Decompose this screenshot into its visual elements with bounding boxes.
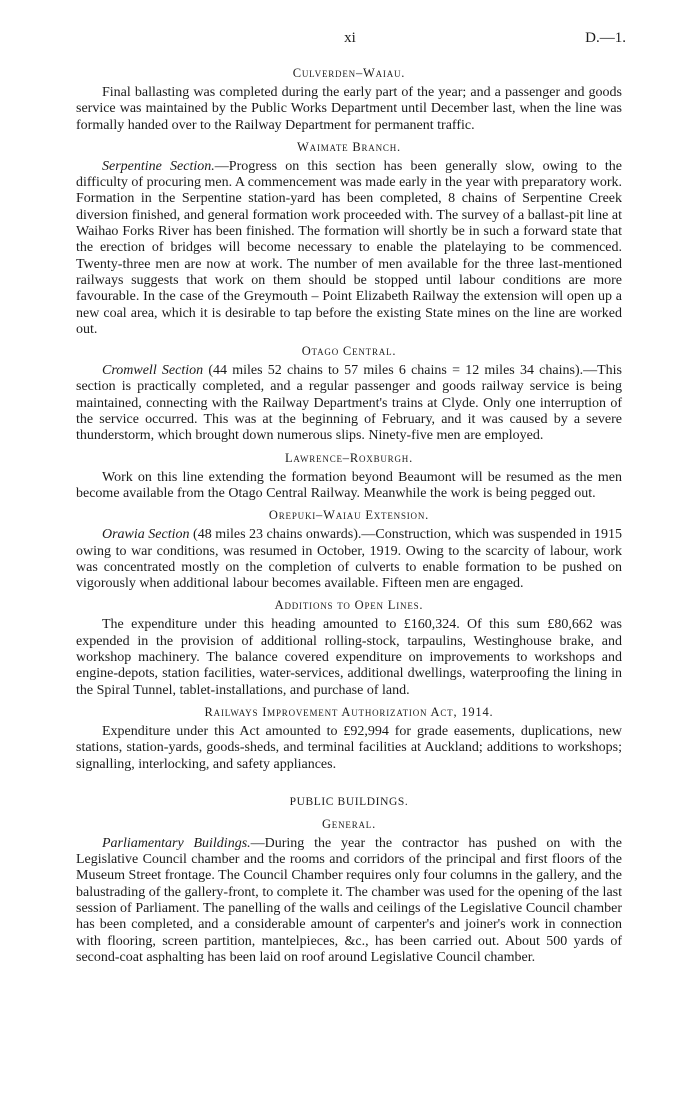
page-body [76, 60, 622, 970]
paragraph [76, 85, 622, 134]
paragraph-text: Final ballasting was completed during the early part of the year; and a passenger and goods service was maintained by the Public Works Department until December last, when the line was formally handed over to the Railway Department for permanent traffic. [76, 85, 622, 133]
section-railways-improvement-act [76, 704, 622, 773]
paragraph-lead: Serpentine Section. [102, 158, 215, 174]
section-spacer [76, 777, 622, 789]
section-heading: Culverden–Waiau. [292, 66, 406, 80]
paragraph-text: (44 miles 52 chains to 57 miles 6 chains = 12 miles 34 chains).—This section is practically completed, and a regular passenger and goods railway service is being maintained, connecting with the Railway Department's trains at Clyde. Only one interruption of the service occurred. This was at the beginning of February, and it was caused by a severe thunderstorm, which brought down numerous slips. Ninety-five men are employed. [76, 363, 622, 444]
section-additions-open-lines [76, 597, 622, 698]
document-reference: D.—1. [585, 30, 626, 46]
paragraph [76, 527, 622, 592]
paragraph-lead: Parliamentary Buildings. [102, 835, 251, 851]
paragraph-text: Work on this line extending the formation beyond Beaumont will be resumed as the men become available from the Otago Central Railway. Meanwhile the work is being pegged out. [76, 469, 622, 501]
section-heading: General. [321, 816, 377, 831]
section-waimate-branch [76, 139, 622, 338]
paragraph [76, 470, 622, 503]
section-orepuki-waiau [76, 507, 622, 592]
paragraph-lead: Cromwell Section [102, 363, 204, 379]
paragraph [76, 363, 622, 444]
section-heading: Additions to Open Lines. [274, 598, 424, 613]
paragraph-text: The expenditure under this heading amounted to £160,324. Of this sum £80,662 was expended in the provision of additional rolling-stock, tarpaulins, Westinghouse brake, and workshop machinery. The balance covered expenditure on improvements to workshops and engine-depots, station facilities, water-services, additional dwellings, waterproofing the lining in the Spiral Tunnel, tablet-installations, and purchase of land. [76, 617, 622, 698]
major-heading: PUBLIC BUILDINGS. [289, 795, 409, 808]
paragraph-text: Expenditure under this Act amounted to £92,994 for grade easements, duplications, new stations, station-yards, goods-sheds, and terminal facilities at Auckland; additions to workshops; signalling, interlocking, and safety appliances. [76, 723, 622, 772]
section-heading: Orepuki–Waiau Extension. [268, 508, 430, 523]
page-number: xi [344, 30, 356, 46]
section-public-buildings [76, 794, 622, 966]
paragraph-text: (48 miles 23 chains onwards).—Construction, which was suspended in 1915 owing to war conditions, was resumed in October, 1919. Owing to the scarcity of labour, work was concentrated mostly on the completion of culverts to enable formation to be pushed on vigorously when additional labour becomes available. Fifteen men are engaged. [76, 527, 623, 592]
section-culverden-waiau [76, 65, 622, 134]
paragraph [76, 836, 622, 966]
paragraph-lead: Orawia Section [102, 527, 190, 543]
section-heading: Otago Central. [301, 344, 397, 359]
paragraph [76, 617, 622, 698]
paragraph [76, 724, 622, 773]
section-otago-central [76, 343, 622, 444]
page-header [0, 30, 700, 52]
paragraph-text: —During the year the contractor has pushed on with the Legislative Council chamber and the rooms and corridors of the principal and first floors of the Museum Street frontage. The Council Chamber requires only four columns in the gallery, and the balustrading of the gallery-front, to complete it. The chamber was used for the opening of the last session of Parliament. The panelling of the walls and ceilings of the Legislative Council chamber has been completed, and a considerable amount of carpenter's and joiner's work in connection with flooring, screen partition, mantelpieces, &c., has been carried out. About 500 yards of second-coat asphalting has been laid on roof around Legislative Council chamber. [76, 835, 622, 965]
section-heading: Waimate Branch. [297, 139, 401, 154]
paragraph-text: —Progress on this section has been generally slow, owing to the difficulty of procuring men. A commencement was made early in the year with preparatory work. Formation in the Serpentine station-yard has been completed, 8 chains of Serpentine Creek diversion finished, and general formation work proceeded with. The survey of a ballast-pit line at Waihao Forks River has been finished. The formation will shortly be in such a forward state that the erection of bridges will become necessary to enable the platelaying to be commenced. Twenty-three men are now at work. The number of men available for the three last-mentioned railways suggests that work on them should be stopped until labour conditions are more favourable. In the case of the Greymouth – Point Elizabeth Railway the extension will open up a new coal area, which it is desirable to tap before the existing State mines on the line are worked out. [76, 158, 623, 337]
section-heading: Lawrence–Roxburgh. [284, 450, 414, 465]
paragraph [76, 159, 622, 338]
section-heading: Railways Improvement Authorization Act, 1914. [204, 704, 494, 719]
section-lawrence-roxburgh [76, 450, 622, 503]
